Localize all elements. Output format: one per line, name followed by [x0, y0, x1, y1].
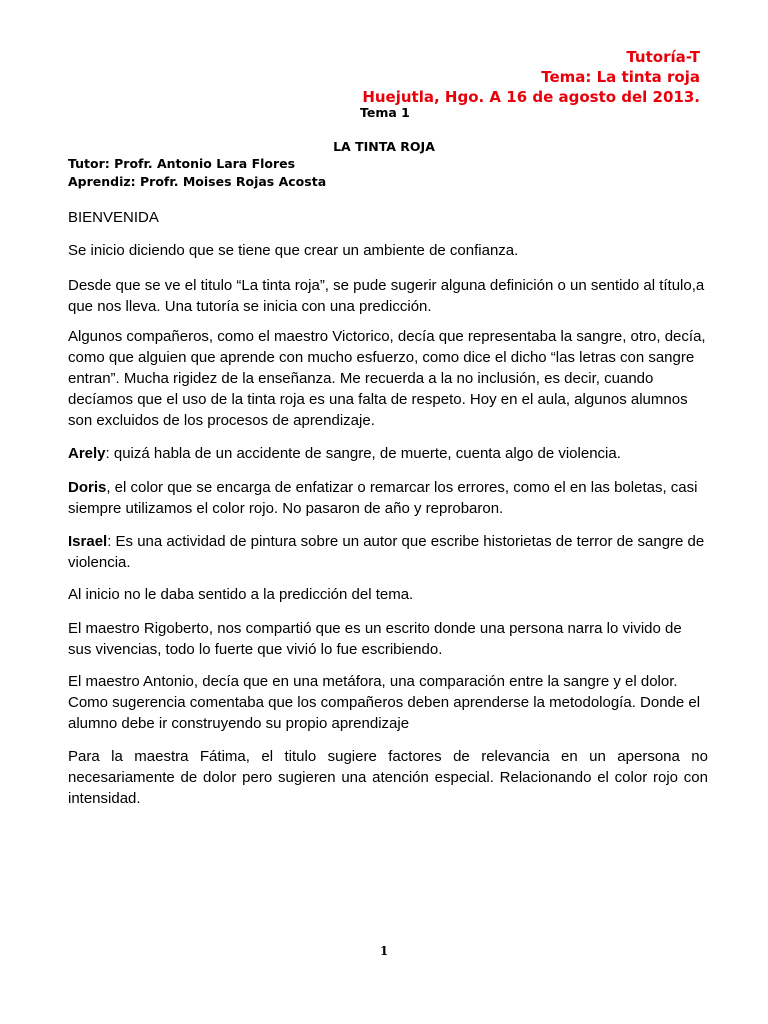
paragraph-3: Algunos compañeros, como el maestro Victorico, decía que representaba la sangre, otro, decía, como que alguien que aprende con mucho esfuerzo, como dice el dicho “las letras con sangre entran”. Mucha rigidez de la enseñanza. Me recuerda a la no inclusión, es decir, cuando decíamos que el uso de la tinta roja es una falta de respeto. Hoy en el aula, algunos alumnos son excluidos de los procesos de aprendizaje.	[68, 328, 706, 429]
paragraph-9: El maestro Antonio, decía que en una metáfora, una comparación entre la sangre y el dolor. Como sugerencia comentaba que los compañeros deben aprenderse la metodología. Donde el alumno debe ir construyendo su propio aprendizaje	[68, 673, 701, 732]
paragraph-8: El maestro Rigoberto, nos compartió que es un escrito donde una persona narra lo vivido de sus vivencias, todo lo fuerte que vivió lo fue escribiendo.	[68, 620, 682, 658]
tutor-line: Tutor: Profr. Antonio Lara Flores	[68, 156, 296, 171]
apprentice-line: Aprendiz: Profr. Moises Rojas Acosta	[68, 174, 327, 189]
speaker-name: Arely	[68, 445, 106, 462]
paragraph-1: Se inicio diciendo que se tiene que crear un ambiente de confianza.	[68, 242, 519, 259]
header-line-tema: Tema: La tinta roja	[541, 68, 700, 86]
section-heading: BIENVENIDA	[68, 209, 159, 226]
header-line-tutoria: Tutoría-T	[626, 48, 700, 66]
paragraph-6	[68, 531, 708, 573]
topic-label: Tema 1	[360, 105, 410, 120]
paragraph-text: , el color que se encarga de enfatizar o remarcar los errores, como el en las boletas, casi siempre utilizamos el color rojo. No pasaron de año y reprobaron.	[68, 479, 698, 517]
document-title: LA TINTA ROJA	[333, 139, 435, 154]
paragraph-2: Desde que se ve el titulo “La tinta roja”, se pude sugerir alguna definición o un sentido al título,a que nos lleva. Una tutoría se inicia con una predicción.	[68, 277, 705, 315]
speaker-name: Doris	[68, 479, 107, 496]
paragraph-text: : Es una actividad de pintura sobre un autor que escribe historietas de terror de sangre de violencia.	[68, 533, 705, 571]
header-line-place-date: Huejutla, Hgo. A 16 de agosto del 2013.	[362, 88, 700, 106]
paragraph-5	[68, 477, 708, 519]
page-number: 1	[379, 944, 389, 958]
paragraph-7: Al inicio no le daba sentido a la predicción del tema.	[68, 586, 414, 603]
paragraph-4	[68, 443, 708, 464]
paragraph-10: Para la maestra Fátima, el titulo sugiere factores de relevancia en un apersona no necesariamente de dolor pero sugieren una atención especial. Relacionando el color rojo con intensidad.	[68, 748, 708, 807]
paragraph-text: : quizá habla de un accidente de sangre, de muerte, cuenta algo de violencia.	[105, 445, 621, 462]
speaker-name: Israel	[68, 533, 108, 550]
